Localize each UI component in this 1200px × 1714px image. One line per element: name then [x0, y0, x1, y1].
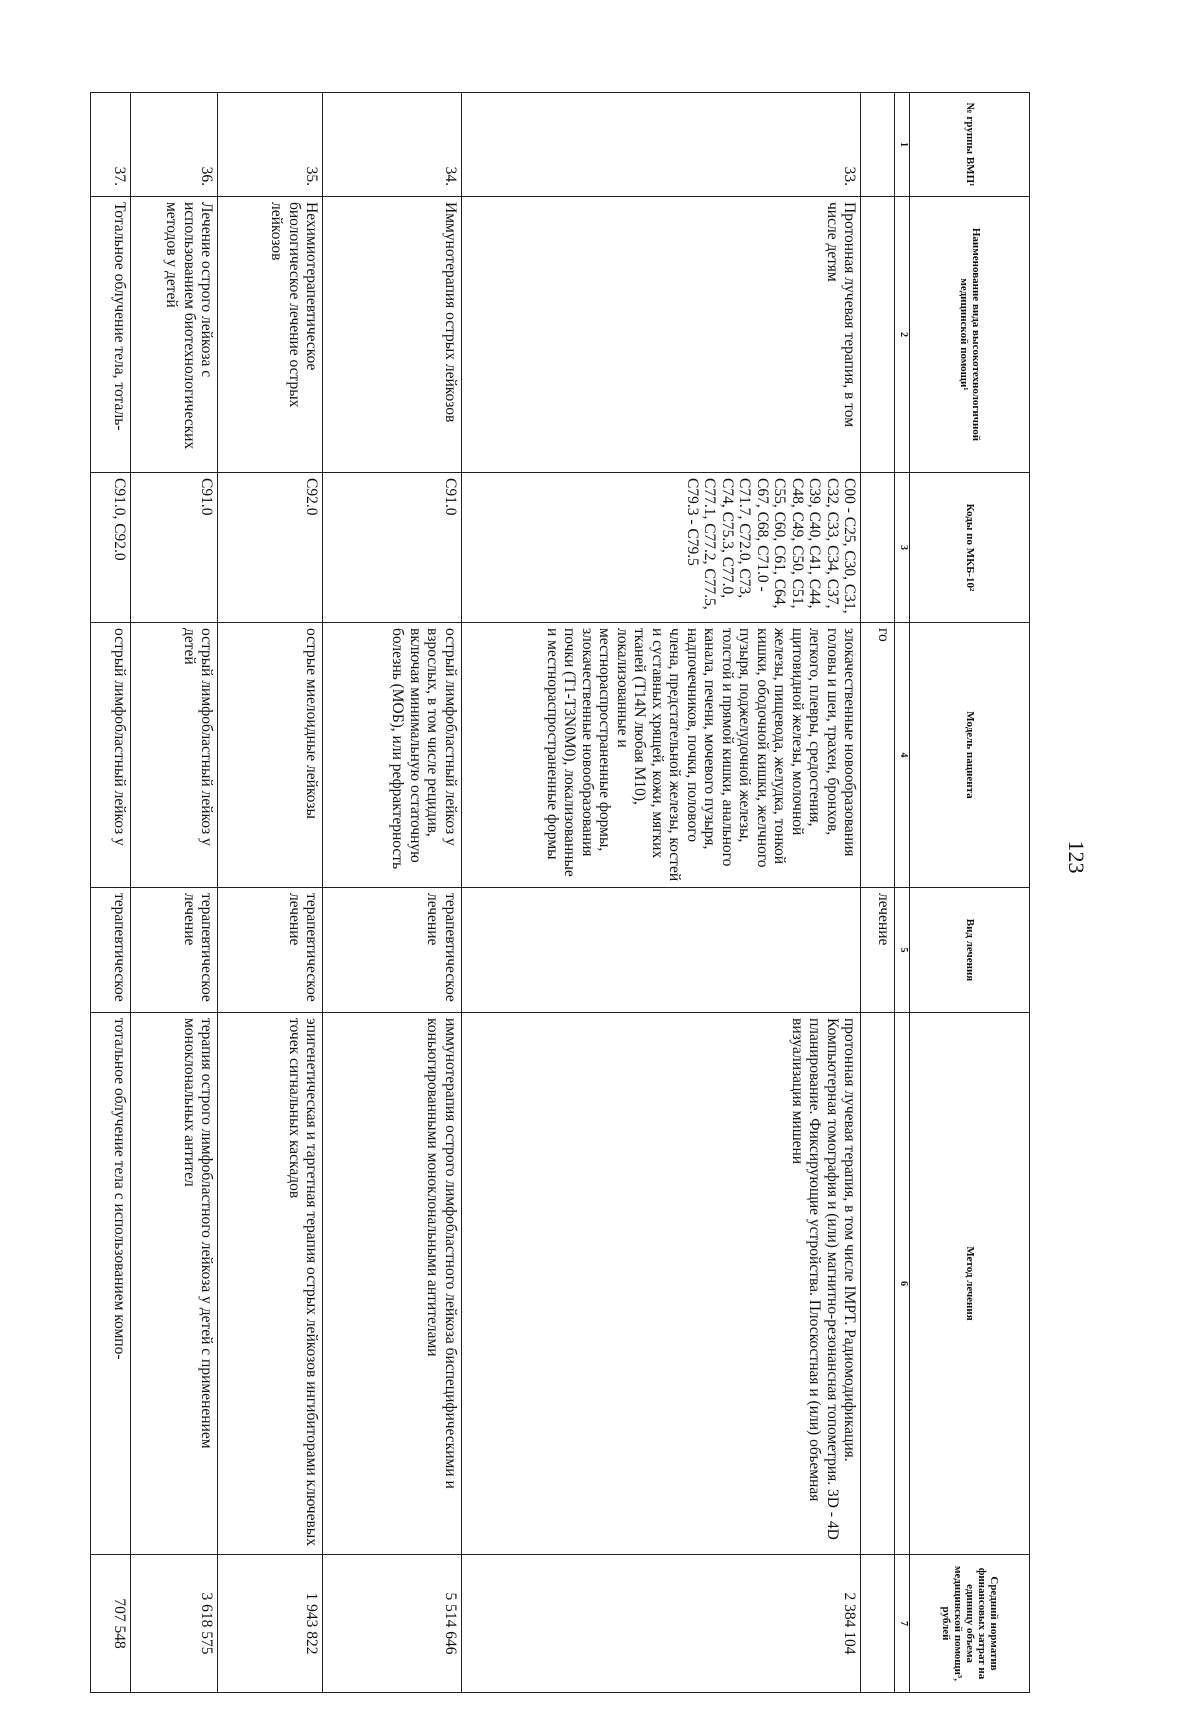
cell-name: Протонная лучевая терапия, в том числе детям — [461, 197, 861, 473]
cell-name: Нехимиотерапевтическое биологическое лечение острых лейкозов — [218, 197, 323, 473]
cell-cost: 2 384 104 — [461, 1555, 861, 1693]
cell-model: злокачественные новообразования головы и шеи, трахеи, бронхов, легкого, плевры, средостения, щитовидной железы, молочной железы, пищевода, желудка, тонкой кишки, ободочной кишки, желчного пузыря, поджелудочной железы, толстой и прямой кишки, анального канала, печени, мочевого пузыря, надпочечников, почки, полового члена, предстательной железы, костей и суставных хрящей, кожи, мягких тканей (Т14N любая М10), локализованные и местнораспространенные формы, злокачественные новообразования почки (Т1-Т3N0М0), локализованные и местнораспространенные формы — [461, 623, 861, 888]
header-treatment-type: Вид лечения — [910, 888, 1030, 1013]
cell-method: эпигенетическая и таргетная терапия острых лейкозов ингибиторами ключевых точек сигнальных каскадов — [218, 1013, 323, 1555]
cell-name: Иммунотерапия острых лейкозов — [323, 197, 462, 473]
cell-codes: С91.0, С92.0 — [91, 473, 131, 623]
header-index: 2 — [895, 197, 910, 473]
cell-empty — [861, 1013, 895, 1555]
header-index: 1 — [895, 93, 910, 197]
header-index: 6 — [895, 1013, 910, 1555]
header-index: 7 — [895, 1555, 910, 1693]
table-row — [218, 93, 323, 1693]
header-index: 4 — [895, 623, 910, 888]
header-method: Метод лечения — [910, 1013, 1030, 1555]
cell-method: терапия острого лимфобластного лейкоза у детей с применением моноклональных антител — [131, 1013, 218, 1555]
cell-codes: С92.0 — [218, 473, 323, 623]
cell-method: иммунотерапия острого лимфобластного лейкоза биспецифическими и коньюгированными моноклональными антителами — [323, 1013, 462, 1555]
cell-group: 36. — [131, 93, 218, 197]
cell-group: 34. — [323, 93, 462, 197]
header-cost: Средний норматив финансовых затрат на единицу объема медицинской помощи³, рублей — [910, 1555, 1030, 1693]
cell-method: протонная лучевая терапия, в том числе IMPT. Радиомодификация. Компьютерная томография и (или) магнитно-резонансная топометрия. 3D - 4D планирование. Фиксирующие устройства. Плоскостная и (или) объемная визуализация мишени — [461, 1013, 861, 1555]
cell-treatment-type: терапевтическое — [91, 888, 131, 1013]
cell-empty — [861, 1555, 895, 1693]
cell-treatment-type: терапевтическое лечение — [218, 888, 323, 1013]
cell-method: тотальное облучение тела с использованием компо- — [91, 1013, 131, 1555]
cell-codes: С91.0 — [131, 473, 218, 623]
cell-name: Тотальное облучение тела, тоталь- — [91, 197, 131, 473]
cell-cost: 5 514 646 — [323, 1555, 462, 1693]
rotated-table-container — [90, 92, 1030, 1692]
cell-treatment-type — [461, 888, 861, 1013]
cell-model: острый лимфобластный лейкоз у детей — [131, 623, 218, 888]
cell-group: 37. — [91, 93, 131, 197]
header-index: 3 — [895, 473, 910, 623]
table-row — [323, 93, 462, 1693]
continuation-treatment-type: лечение — [861, 888, 895, 1013]
cell-cost: 707 548 — [91, 1555, 131, 1693]
cell-codes: С00 - С25, С30, С31, С32, С33, С34, С37, С39, С40, С41, С44, С48, С49, С50, С51, С55, С60, С61, С64, С67, С68, С71.0 - С71.7, С72.0, С73, С74, С75.3, С77.0, С77.1, С77.2, С77.5, С79.3 - С79.5 — [461, 473, 861, 623]
header-model: Модель пациента — [910, 623, 1030, 888]
cell-cost: 1 943 822 — [218, 1555, 323, 1693]
table-row — [131, 93, 218, 1693]
continuation-row — [861, 93, 895, 1693]
table-row — [91, 93, 131, 1693]
page-number: 123 — [1064, 840, 1089, 874]
cell-treatment-type: терапевтическое лечение — [323, 888, 462, 1013]
continuation-model: го — [861, 623, 895, 888]
cell-cost: 3 618 575 — [131, 1555, 218, 1693]
header-index: 5 — [895, 888, 910, 1013]
cell-model: острый лимфобластный лейкоз у взрослых, в том числе рецидив, включая минимальную остаточную болезнь (МОБ), или рефрактерность — [323, 623, 462, 888]
cell-group: 33. — [461, 93, 861, 197]
cell-name: Лечение острого лейкоза с использованием биотехнологических методов у детей — [131, 197, 218, 473]
header-codes: Коды по МКБ-10² — [910, 473, 1030, 623]
cell-group: 35. — [218, 93, 323, 197]
header-name: Наименование вида высокотехнологичной медицинской помощи¹ — [910, 197, 1030, 473]
cell-empty — [861, 93, 895, 197]
header-group: № группы ВМП¹ — [910, 93, 1030, 197]
cell-empty — [861, 197, 895, 473]
cell-codes: С91.0 — [323, 473, 462, 623]
table-row — [461, 93, 861, 1693]
cell-model: острый лимфобластный лейкоз у — [91, 623, 131, 888]
cell-empty — [861, 473, 895, 623]
cell-model: острые миелоидные лейкозы — [218, 623, 323, 888]
header-index-row — [895, 93, 910, 1693]
header-row — [910, 93, 1030, 1693]
vmp-table — [90, 92, 1030, 1693]
cell-treatment-type: терапевтическое лечение — [131, 888, 218, 1013]
